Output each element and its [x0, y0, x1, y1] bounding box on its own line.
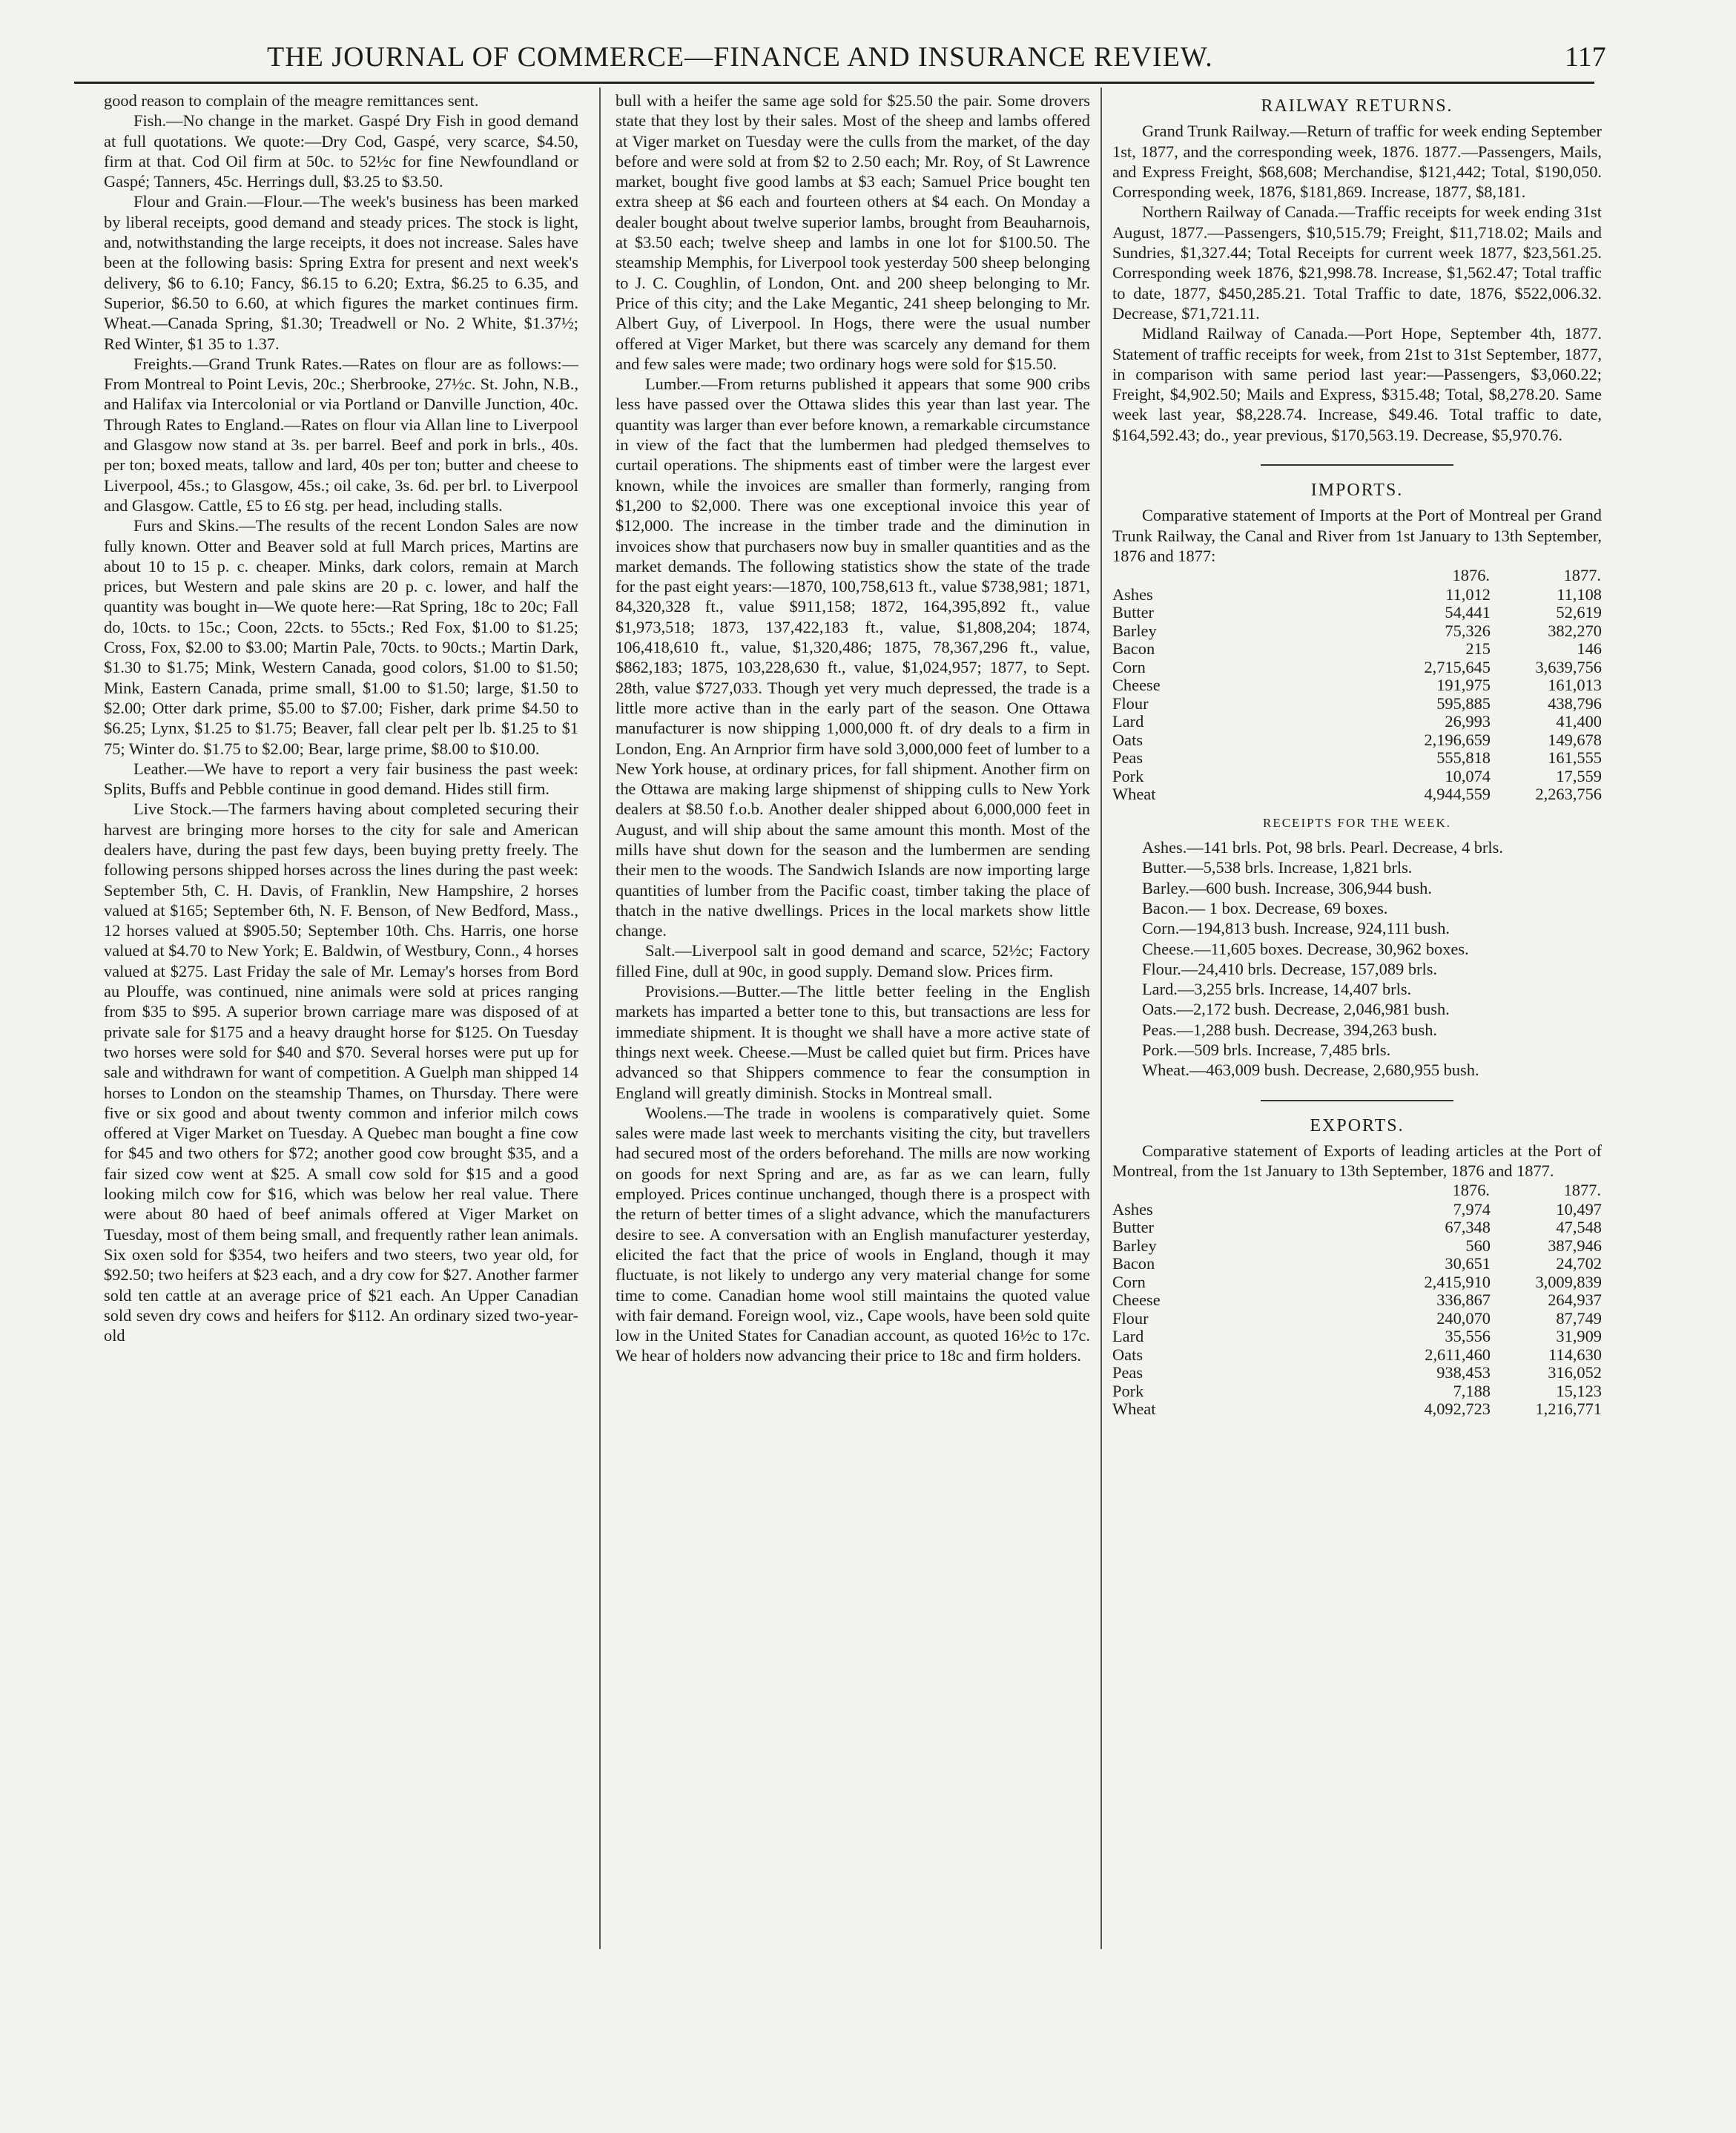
- table-row: [1112, 1201, 1602, 1219]
- value-1877: 161,013: [1548, 676, 1602, 695]
- value-1877: 11,108: [1557, 584, 1602, 604]
- commodity-name: Bacon: [1112, 639, 1155, 659]
- table-row: [1112, 713, 1602, 731]
- table-row: [1112, 731, 1602, 750]
- imports-table: [1112, 566, 1602, 804]
- receipt-line: Butter.—5,538 brls. Increase, 1,821 brls.: [1142, 858, 1413, 877]
- value-1876: 555,818: [1436, 748, 1491, 768]
- value-1877: 3,009,839: [1535, 1272, 1602, 1291]
- commodity-name: Flour: [1112, 1308, 1149, 1328]
- commodity-name: Bacon: [1112, 1254, 1155, 1273]
- paragraph-fish: Fish.—No change in the market. Gaspé Dry Fish in good demand at full quotations. We quote:—Dry Cod, Gaspé, very scarce, $4.50, firm at that. Cod Oil firm at 50c. to 52½c for fine Newfoundland or Gaspé; Tanners, 45c. Herrings dull, $3.25 to $3.50.: [104, 111, 578, 191]
- value-1876: 4,944,559: [1424, 785, 1491, 804]
- value-1877: 114,630: [1548, 1345, 1602, 1364]
- paragraph-live-stock: Live Stock.—The farmers having about completed securing their harvest are bringing more horses to the city for sale and American dealers have, during the past few days, been buying pretty freely. The following persons shipped horses across the lines during the past week: September 5th, C. H. Davis, of Franklin, New Hampshire, 2 horses valued at $165; September 6th, N. F. Benson, of New Bedford, Mass., 12 horses valued at $905.50; September 10th. Chs. Harris, one horse valued at $4.70 to New York; E. Baldwin, of Westbury, Conn., 4 horses valued at $275. Last Friday the sale of Mr. Lemay's horses from Bord au Plouffe, was continued, nine animals were sold at prices ranging from $35 to $95. A superior brown carriage mare was disposed of at private sale for $175 and a heavy draught horse for $125. On Tuesday two horses were sold for $40 and $70. Several horses were put up for sale and withdrawn for want of competition. A Guelph man shipped 14 horses to London on the steamship Thames, on Thursday. There were five or six good and about twenty common and inferior milch cows offered at Viger Market on Tuesday. A Quebec man bought a fine cow for $45 and two others for $72; another good cow brought $35, and a fair sized cow went at $25. A small cow sold for $15 and a good looking milch cow for $16, which was below her real value. There were about 80 haed of beef animals offered at Viger Market on Tuesday, most of them being small, and frequently rather lean animals. Six oxen sold for $354, two heifers and two steers, two year old, for $92.50; two heifers at $23 each, and a dry cow for $27. Another farmer sold ten cattle at an average price of $21 each. An Upper Canadian sold seven dry cows and heifers for $112. An ordinary sized two-year-old: [104, 800, 578, 1345]
- table-row: [1112, 749, 1602, 768]
- value-1877: 15,123: [1556, 1381, 1602, 1400]
- commodity-name: Butter: [1112, 603, 1154, 622]
- column-header: 1876.: [1452, 1181, 1490, 1200]
- value-1877: 161,555: [1548, 748, 1602, 768]
- receipt-line: Peas.—1,288 bush. Decrease, 394,263 bush.: [1142, 1020, 1437, 1039]
- table-row: [1112, 676, 1602, 695]
- receipt-line: Barley.—600 bush. Increase, 306,944 bush.: [1142, 878, 1432, 897]
- value-1876: 67,348: [1445, 1218, 1491, 1237]
- value-1876: 54,441: [1445, 603, 1491, 622]
- column-3: [1112, 90, 1602, 1419]
- paragraph-furs-and-skins: Furs and Skins.—The results of the recent London Sales are now fully known. Otter and Beaver sold at full March prices, Martins are about 10 to 15 p. c. cheaper. Minks, dark colors, remain at March prices, but Western and pale skins are 20 p. c. lower, and half the quantity was bought in—We quote here:—Rat Spring, 18c to 20c; Fall do, 10cts. to 15c.; Coon, 22cts. to 55cts.; Red Fox, $1.00 to $1.25; Cross, Fox, $2.00 to $3.00; Martin Pale, 70cts. to 90cts.; Martin Dark, $1.30 to $1.75; Mink, Western Canada, good colors, $1.00 to $1.50; Mink, Eastern Canada, prime small, $1.00 to $1.50; large, $1.50 to $2.00; Otter dark prime, $5.00 to $7.00; Fisher, dark prime $4.50 to $6.25; Lynx, $1.25 to $1.75; Beaver, fall clear pelt per lb. $1.25 to $1 75; Winter do. $1.75 to $2.00; Bear, large prime, $8.00 to $10.00.: [104, 516, 578, 758]
- column-1: [104, 90, 578, 1345]
- table-row: [1112, 1346, 1602, 1365]
- table-row: [1112, 768, 1602, 786]
- value-1877: 10,497: [1556, 1199, 1602, 1219]
- paragraph-midland-railway: Midland Railway of Canada.—Port Hope, September 4th, 1877. Statement of traffic receipts for week, from 21st to 31st September, 1877, in comparison with same period last year:—Passengers, $3,060.22; Freight, $4,902.50; Mails and Express, $315.48; Total, $8,278.20. Same week last year, $8,228.74. Increase, $49.46. Total traffic to date, $164,592.43; do., year previous, $170,563.19. Decrease, $5,970.76.: [1112, 324, 1602, 444]
- value-1876: 2,196,659: [1424, 730, 1491, 749]
- commodity-name: Wheat: [1112, 785, 1156, 804]
- column-header: 1876.: [1452, 566, 1490, 585]
- commodity-name: Wheat: [1112, 1400, 1156, 1419]
- exports-title: EXPORTS.: [1310, 1115, 1405, 1135]
- table-row: [1112, 1237, 1602, 1256]
- receipt-line: Cheese.—11,605 boxes. Decrease, 30,962 boxes.: [1142, 939, 1469, 958]
- commodity-name: Oats: [1112, 1345, 1143, 1364]
- table-row: [1112, 1328, 1602, 1346]
- value-1877: 17,559: [1556, 766, 1602, 785]
- table-row: [1112, 1291, 1602, 1310]
- column-header: 1877.: [1563, 1181, 1601, 1200]
- value-1876: 26,993: [1445, 712, 1491, 731]
- receipt-line: Ashes.—141 brls. Pot, 98 brls. Pearl. Decrease, 4 brls.: [1142, 838, 1503, 857]
- value-1877: 382,270: [1548, 621, 1602, 640]
- value-1876: 7,188: [1453, 1381, 1491, 1400]
- paragraph: bull with a heifer the same age sold for $25.50 the pair. Some drovers state that they lost by their sales. Most of the sheep and lambs offered at Viger market on Tuesday were the culls from the market, of the day before and were sold at from $2 to 2.50 each; Mr. Roy, of St Lawrence market, bought five good lambs at $3 each; Samuel Price bought ten extra sheep at $6 each and fourteen others at $4 each. On Monday a dealer bought about twelve superior lambs, brought from Beauharnois, at $3.50 each; twelve sheep and lambs in one lot for $100.50. The steamship Memphis, for Liverpool took yesterday 500 sheep belonging to J. C. Coughlin, of London, Ont. and 200 sheep belonging to Mr. Price of this city; and the Lake Megantic, 241 sheep belonging to Mr. Albert Guy, of Liverpool. In Hogs, there were the usual number offered at Viger Market, but there was scarcely any demand for them and few sales were made; two ordinary hogs were sold for $15.50.: [615, 91, 1090, 373]
- value-1877: 3,639,756: [1535, 657, 1602, 676]
- value-1876: 595,885: [1436, 693, 1491, 713]
- value-1877: 1,216,771: [1535, 1400, 1602, 1419]
- paragraph-grand-trunk: Grand Trunk Railway.—Return of traffic for week ending September 1st, 1877, and the corresponding week, 1876. 1877.—Passengers, Mails, and Express Freight, $68,608; Merchandise, $121,442; Total, $190,050. Corresponding week, 1876, $181,869. Increase, 1877, $8,181.: [1112, 122, 1602, 202]
- table-row: [1112, 1400, 1602, 1419]
- value-1876: 215: [1465, 639, 1491, 659]
- value-1876: 336,867: [1436, 1290, 1491, 1310]
- column-divider-2: [1100, 88, 1102, 1949]
- receipt-line: Lard.—3,255 brls. Increase, 14,407 brls.: [1142, 980, 1412, 999]
- exports-table: [1112, 1181, 1602, 1419]
- table-row: [1112, 659, 1602, 677]
- header-rule: [74, 82, 1594, 84]
- journal-title: THE JOURNAL OF COMMERCE—FINANCE AND INSURANCE REVIEW.: [267, 42, 1213, 73]
- value-1877: 264,937: [1548, 1290, 1602, 1310]
- commodity-name: Barley: [1112, 1236, 1157, 1255]
- value-1876: 2,415,910: [1424, 1272, 1491, 1291]
- railway-returns-title: RAILWAY RETURNS.: [1261, 96, 1453, 116]
- table-row: [1112, 1310, 1602, 1328]
- receipt-line: Bacon.— 1 box. Decrease, 69 boxes.: [1142, 898, 1388, 917]
- commodity-name: Barley: [1112, 621, 1157, 640]
- paragraph-woolens: Woolens.—The trade in woolens is comparatively quiet. Some sales were made last week to merchants visiting the city, but travellers had secured most of the orders beforehand. The mills are now working on goods for next Spring and are, as far as we can learn, fully employed. Prices continue unchanged, though there is a prospect with the return of better times of a slight advance, which the manufacturers desire to see. A conversation with an English manufacturer yesterday, elicited the fact that the price of wools in England, though it may fluctuate, is not likely to undergo any very material change for some time to come. Canadian home wool still maintains the quoted value with fair demand. Foreign wool, viz., Cape wools, have been sold quite low in the United States for Canadian account, as quoted 16½c to 17c. We hear of holders now advancing their price to 18c and firm holders.: [615, 1103, 1090, 1365]
- receipt-line: Wheat.—463,009 bush. Decrease, 2,680,955 bush.: [1142, 1061, 1479, 1080]
- table-row: [1112, 785, 1602, 804]
- paragraph-salt: Salt.—Liverpool salt in good demand and scarce, 52½c; Factory filled Fine, dull at 90c, in good supply. Demand slow. Prices firm.: [615, 941, 1090, 980]
- paragraph-leather: Leather.—We have to report a very fair business the past week: Splits, Buffs and Pebble continue in good demand. Hides still firm.: [104, 759, 578, 799]
- commodity-name: Cheese: [1112, 676, 1161, 695]
- value-1876: 7,974: [1453, 1199, 1491, 1219]
- paragraph-northern-railway: Northern Railway of Canada.—Traffic receipts for week ending 31st August, 1877.—Passengers, $10,515.79; Freight, $11,718.02; Mails and Sundries, $1,327.44; Total Receipts for current week 1877, $23,561.25. Corresponding week 1876, $21,998.78. Increase, $1,562.47; Total traffic to date, 1877, $450,285.21. Total Traffic to date, 1876, $522,006.32. Decrease, $71,721.11.: [1112, 202, 1602, 323]
- value-1877: 2,263,756: [1535, 785, 1602, 804]
- value-1877: 438,796: [1548, 693, 1602, 713]
- value-1876: 560: [1465, 1236, 1491, 1255]
- value-1876: 240,070: [1436, 1308, 1491, 1328]
- section-divider: [1261, 1100, 1453, 1101]
- table-row: [1112, 604, 1602, 622]
- receipt-line: Oats.—2,172 bush. Decrease, 2,046,981 bush.: [1142, 1000, 1450, 1019]
- value-1877: 47,548: [1556, 1218, 1602, 1237]
- commodity-name: Corn: [1112, 657, 1146, 676]
- value-1876: 2,715,645: [1424, 657, 1491, 676]
- commodity-name: Flour: [1112, 693, 1149, 713]
- value-1877: 87,749: [1556, 1308, 1602, 1328]
- paragraph-provisions: Provisions.—Butter.—The little better feeling in the English markets has imparted a better tone to this, but transactions are less for immediate shipment. It is thought we shall have a more active state of things next week. Cheese.—Must be called quiet but firm. Prices have advanced so that Shippers commence to fear the consumption in England will greatly diminish. Stocks in Montreal small.: [615, 982, 1090, 1102]
- table-row: [1112, 640, 1602, 659]
- paragraph-flour-and-grain: Flour and Grain.—Flour.—The week's business has been marked by liberal receipts, good demand and steady prices. The stock is light, and, notwithstanding the large receipts, it does not increase. Sales have been at the following basis: Spring Extra for present and next week's delivery, $6 to 6.10; Fancy, $6.15 to 6.20; Extra, $6.25 to 6.35, and Superior, $6.50 to 6.60, at which figures the market continues firm. Wheat.—Canada Spring, $1.30; Treadwell or No. 2 White, $1.37½; Red Winter, $1 35 to 1.37.: [104, 192, 578, 353]
- commodity-name: Butter: [1112, 1218, 1154, 1237]
- page-number: 117: [1565, 42, 1606, 73]
- commodity-name: Ashes: [1112, 584, 1153, 604]
- imports-intro: Comparative statement of Imports at the Port of Montreal per Grand Trunk Railway, the Canal and River from 1st January to 13th September, 1876 and 1877:: [1112, 506, 1602, 565]
- commodity-name: Ashes: [1112, 1199, 1153, 1219]
- commodity-name: Peas: [1112, 1363, 1143, 1382]
- commodity-name: Corn: [1112, 1272, 1146, 1291]
- page-header: [7, 41, 1606, 76]
- table-row: [1112, 1382, 1602, 1401]
- commodity-name: Lard: [1112, 1327, 1144, 1346]
- table-row: [1112, 1255, 1602, 1273]
- value-1877: 31,909: [1556, 1327, 1602, 1346]
- table-row: [1112, 1219, 1602, 1237]
- value-1877: 41,400: [1556, 712, 1602, 731]
- receipts-title: RECEIPTS FOR THE WEEK.: [1263, 815, 1451, 830]
- value-1877: 316,052: [1548, 1363, 1602, 1382]
- exports-intro: Comparative statement of Exports of leading articles at the Port of Montreal, from the 1st January to 13th September, 1876 and 1877.: [1112, 1141, 1602, 1181]
- table-row: [1112, 586, 1602, 604]
- value-1876: 30,651: [1445, 1254, 1491, 1273]
- paragraph-freights: Freights.—Grand Trunk Rates.—Rates on flour are as follows:—From Montreal to Point Levis, 20c.; Sherbrooke, 27½c. St. John, N.B., and Halifax via Intercolonial or via Portland or Danville Junction, 40c. Through Rates to England.—Rates on flour via Allan line to Liverpool and Glasgow now stand at 3s. per barrel. Beef and pork in brls., 40s. per ton; boxed meats, tallow and lard, 40s per ton; butter and cheese to Liverpool, 45s.; to Glasgow, 45s.; oil cake, 3s. 6d. per brl. to Liverpool and Glasgow. Cattle, £5 to £6 stg. per head, including stalls.: [104, 354, 578, 515]
- commodity-name: Lard: [1112, 712, 1144, 731]
- receipt-line: Flour.—24,410 brls. Decrease, 157,089 brls.: [1142, 959, 1438, 978]
- table-row: [1112, 695, 1602, 713]
- table-row: [1112, 622, 1602, 641]
- table-row: [1112, 1273, 1602, 1292]
- value-1877: 146: [1577, 639, 1602, 659]
- value-1876: 191,975: [1436, 676, 1491, 695]
- column-divider-1: [599, 88, 601, 1949]
- column-2: [615, 90, 1090, 1366]
- table-header-row: [1112, 1181, 1602, 1201]
- commodity-name: Pork: [1112, 1381, 1144, 1400]
- value-1876: 75,326: [1445, 621, 1491, 640]
- commodity-name: Cheese: [1112, 1290, 1161, 1310]
- value-1876: 2,611,460: [1425, 1345, 1491, 1364]
- commodity-name: Peas: [1112, 748, 1143, 768]
- value-1876: 10,074: [1445, 766, 1491, 785]
- column-header: 1877.: [1563, 566, 1601, 585]
- imports-title: IMPORTS.: [1310, 481, 1404, 501]
- paragraph-lumber: Lumber.—From returns published it appears that some 900 cribs less have passed over the Ottawa slides this year than last year. The quantity was larger than ever before known, a remarkable circumstance in view of the fact that the lumbermen had pledged themselves to curtail operations. The shipments east of timber were the largest ever known, while the invoices are smaller than formerly, ranging from $1,200 to $2,000. There was one exceptional invoice this year of $12,000. The increase in the timber trade and the diminution in invoices show that purchasers now buy in smaller quantities and as the market demands. The following statistics show the state of the trade for the past eight years:—1870, 100,758,613 ft., value $738,981; 1871, 84,320,328 ft., value $911,158; 1872, 164,395,892 ft., value $1,973,518; 1873, 137,422,183 ft., value, $1,808,204; 1874, 106,418,610 ft., value, $1,320,486; 1875, 78,367,296 ft., value, $862,183; 1875, 103,228,630 ft., value, $1,024,957; 1877, to Sept. 28th, value $727,033. Though yet very much depressed, the trade is a little more active than in the early part of the season. One Ottawa manufacturer is now shipping 1,000,000 ft. of dry deals to a firm in London, Eng. An Arnprior firm have sold 3,000,000 feet of lumber to a New York house, at ordinary prices, for fall shipment. Another firm on the Ottawa are making large shipmenst of shipping culls to New York dealers at $8.50 f.o.b. Another dealer shipped about 6,000,000 feet in August, and will ship about the same amount this month. Most of the mills have shut down for the season and the lumbermen are sending their men to the woods. The Sandwich Islands are now importing large quantities of lumber from the Pacific coast, timber taking the place of thatch in the native dwellings. Prices in the local markets show little change.: [615, 375, 1090, 940]
- value-1877: 24,702: [1556, 1254, 1602, 1273]
- table-header-row: [1112, 566, 1602, 586]
- value-1876: 938,453: [1436, 1363, 1491, 1382]
- paragraph: good reason to complain of the meagre remittances sent.: [104, 91, 479, 110]
- value-1877: 149,678: [1548, 730, 1602, 749]
- receipt-line: Pork.—509 brls. Increase, 7,485 brls.: [1142, 1041, 1391, 1059]
- value-1876: 4,092,723: [1424, 1400, 1491, 1419]
- commodity-name: Oats: [1112, 730, 1143, 749]
- table-row: [1112, 1364, 1602, 1382]
- commodity-name: Pork: [1112, 766, 1144, 785]
- section-divider: [1261, 464, 1453, 466]
- value-1877: 52,619: [1556, 603, 1602, 622]
- value-1876: 35,556: [1445, 1327, 1491, 1346]
- value-1877: 387,946: [1548, 1236, 1602, 1255]
- value-1876: 11,012: [1445, 584, 1491, 604]
- receipt-line: Corn.—194,813 bush. Increase, 924,111 bush.: [1142, 919, 1450, 938]
